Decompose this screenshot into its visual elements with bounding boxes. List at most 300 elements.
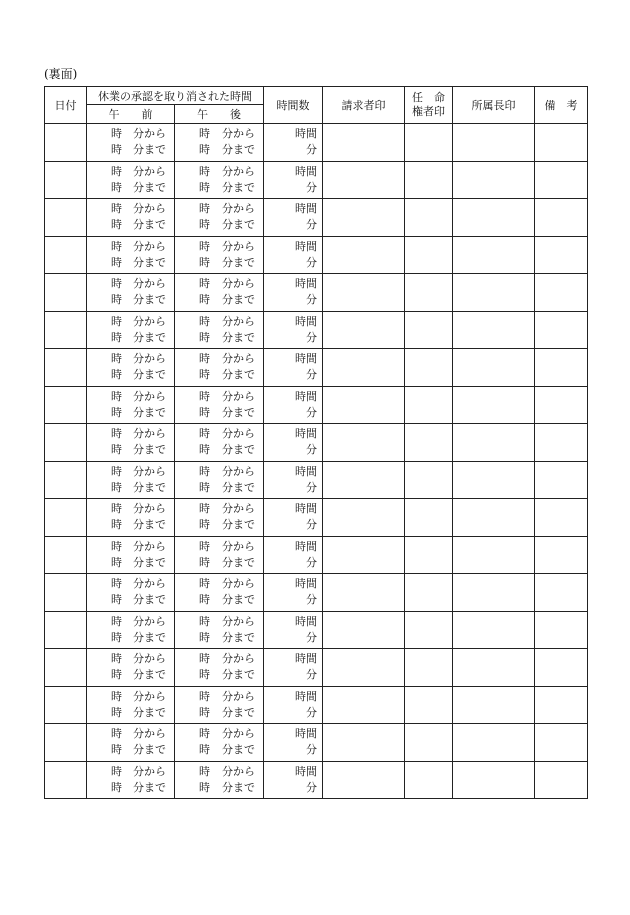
date-cell[interactable] [45,311,87,349]
date-cell[interactable] [45,199,87,237]
hours-label: 時間 [295,239,317,253]
appointer-seal-cell[interactable] [405,311,453,349]
pm-until-line [175,292,263,308]
table-row [45,649,588,687]
hours-label: 時間 [295,727,317,741]
table-row [45,499,588,537]
remarks-cell[interactable] [535,386,588,424]
am-until-minute-label: 分まで [133,330,166,344]
am-until-hour-label: 時 [111,668,122,682]
am-cell[interactable] [87,386,175,424]
am-cell[interactable] [87,461,175,499]
am-until-minute-label: 分まで [133,143,166,157]
pm-from-line [175,576,263,592]
appointer-seal-cell[interactable] [405,461,453,499]
hours-cell[interactable] [264,124,323,162]
pm-until-line [175,142,263,158]
am-until-minute-label: 分まで [133,293,166,307]
pm-until-hour-label: 時 [199,293,210,307]
pm-from-hour-label: 時 [199,239,210,253]
requester-seal-cell[interactable] [323,536,405,574]
pm-from-hour-label: 時 [199,689,210,703]
minutes-label: 分 [306,368,317,382]
hours-cell[interactable] [264,274,323,312]
date-cell[interactable] [45,236,87,274]
table-row [45,161,588,199]
pm-until-line [175,367,263,383]
pm-until-line [175,442,263,458]
pm-from-hour-label: 時 [199,764,210,778]
remarks-cell[interactable] [535,161,588,199]
pm-cell[interactable] [175,161,264,199]
pm-from-minute-label: 分から [222,539,255,553]
pm-from-minute-label: 分から [222,577,255,591]
am-from-hour-label: 時 [111,764,122,778]
header-appointer-seal-line1: 任 命 [412,91,445,104]
requester-seal-cell[interactable] [323,424,405,462]
remarks-cell[interactable] [535,499,588,537]
am-cell[interactable] [87,349,175,387]
pm-until-line [175,592,263,608]
am-from-line [87,201,174,217]
date-cell[interactable] [45,386,87,424]
chief-seal-cell[interactable] [453,199,535,237]
am-cell[interactable] [87,574,175,612]
am-from-hour-label: 時 [111,389,122,403]
remarks-cell[interactable] [535,199,588,237]
pm-from-line [175,201,263,217]
am-until-hour-label: 時 [111,293,122,307]
am-from-minute-label: 分から [133,577,166,591]
am-from-line [87,764,174,780]
date-cell[interactable] [45,611,87,649]
hours-cell[interactable] [264,611,323,649]
appointer-seal-cell[interactable] [405,274,453,312]
pm-cell[interactable] [175,536,264,574]
am-until-hour-label: 時 [111,330,122,344]
minutes-label: 分 [306,630,317,644]
am-until-hour-label: 時 [111,593,122,607]
hours-cell[interactable] [264,536,323,574]
minutes-label: 分 [306,555,317,569]
requester-seal-cell[interactable] [323,311,405,349]
am-cell[interactable] [87,161,175,199]
appointer-seal-cell[interactable] [405,686,453,724]
requester-seal-cell[interactable] [323,461,405,499]
pm-from-line [175,164,263,180]
pm-from-minute-label: 分から [222,389,255,403]
table-row [45,236,588,274]
chief-seal-cell[interactable] [453,611,535,649]
table-row [45,199,588,237]
hours-cell[interactable] [264,724,323,762]
pm-cell[interactable] [175,611,264,649]
pm-from-hour-label: 時 [199,727,210,741]
am-from-line [87,726,174,742]
pm-until-line [175,180,263,196]
header-chief-seal: 所属長印 [453,87,535,124]
appointer-seal-cell[interactable] [405,649,453,687]
requester-seal-cell[interactable] [323,761,405,799]
am-cell[interactable] [87,199,175,237]
date-cell[interactable] [45,536,87,574]
am-until-hour-label: 時 [111,780,122,794]
chief-seal-cell[interactable] [453,724,535,762]
am-cell[interactable] [87,236,175,274]
pm-from-minute-label: 分から [222,314,255,328]
am-until-line [87,292,174,308]
hours-label: 時間 [295,502,317,516]
appointer-seal-cell[interactable] [405,386,453,424]
hours-label: 時間 [295,464,317,478]
pm-until-line [175,405,263,421]
hours-label: 時間 [295,127,317,141]
pm-from-hour-label: 時 [199,389,210,403]
date-cell[interactable] [45,274,87,312]
pm-from-line [175,689,263,705]
requester-seal-cell[interactable] [323,386,405,424]
pm-from-minute-label: 分から [222,764,255,778]
am-cell[interactable] [87,724,175,762]
am-until-minute-label: 分まで [133,705,166,719]
chief-seal-cell[interactable] [453,274,535,312]
pm-from-line [175,426,263,442]
am-from-minute-label: 分から [133,539,166,553]
minutes-label: 分 [306,293,317,307]
am-until-minute-label: 分まで [133,368,166,382]
pm-from-minute-label: 分から [222,427,255,441]
remarks-cell[interactable] [535,236,588,274]
remarks-cell[interactable] [535,761,588,799]
hours-cell[interactable] [264,761,323,799]
am-cell[interactable] [87,761,175,799]
header-hours-count: 時間数 [264,87,323,124]
am-until-line [87,742,174,758]
pm-from-line [175,464,263,480]
am-from-minute-label: 分から [133,164,166,178]
pm-from-minute-label: 分から [222,127,255,141]
requester-seal-cell[interactable] [323,349,405,387]
appointer-seal-cell[interactable] [405,499,453,537]
pm-cell[interactable] [175,274,264,312]
am-until-minute-label: 分まで [133,518,166,532]
am-from-hour-label: 時 [111,577,122,591]
pm-from-line [175,239,263,255]
remarks-cell[interactable] [535,274,588,312]
am-from-line [87,126,174,142]
pm-cell[interactable] [175,499,264,537]
pm-until-minute-label: 分まで [222,480,255,494]
date-cell[interactable] [45,424,87,462]
chief-seal-cell[interactable] [453,236,535,274]
am-from-minute-label: 分から [133,727,166,741]
appointer-seal-cell[interactable] [405,574,453,612]
pm-cell[interactable] [175,461,264,499]
header-date: 日付 [45,87,87,124]
pm-from-line [175,126,263,142]
chief-seal-cell[interactable] [453,461,535,499]
am-until-line [87,630,174,646]
pm-until-minute-label: 分まで [222,518,255,532]
am-until-minute-label: 分まで [133,555,166,569]
table-row [45,611,588,649]
am-until-hour-label: 時 [111,518,122,532]
remarks-cell[interactable] [535,611,588,649]
pm-from-line [175,539,263,555]
am-cell[interactable] [87,649,175,687]
hours-cell[interactable] [264,236,323,274]
am-cell[interactable] [87,124,175,162]
pm-until-line [175,630,263,646]
am-from-hour-label: 時 [111,427,122,441]
am-until-line [87,180,174,196]
pm-cell[interactable] [175,386,264,424]
chief-seal-cell[interactable] [453,424,535,462]
date-cell[interactable] [45,649,87,687]
am-until-line [87,367,174,383]
appointer-seal-cell[interactable] [405,124,453,162]
minutes-label: 分 [306,518,317,532]
am-cell[interactable] [87,274,175,312]
date-cell[interactable] [45,124,87,162]
am-until-line [87,217,174,233]
remarks-cell[interactable] [535,574,588,612]
am-until-line [87,142,174,158]
am-until-minute-label: 分まで [133,480,166,494]
appointer-seal-cell[interactable] [405,424,453,462]
hours-label: 時間 [295,427,317,441]
pm-until-hour-label: 時 [199,555,210,569]
appointer-seal-cell[interactable] [405,761,453,799]
am-from-line [87,276,174,292]
header-appointer-seal [405,87,453,124]
chief-seal-cell[interactable] [453,386,535,424]
pm-from-minute-label: 分から [222,502,255,516]
remarks-cell[interactable] [535,424,588,462]
pm-from-hour-label: 時 [199,539,210,553]
appointer-seal-cell[interactable] [405,349,453,387]
am-until-line [87,780,174,796]
pm-from-hour-label: 時 [199,464,210,478]
pm-cell[interactable] [175,311,264,349]
hours-cell[interactable] [264,574,323,612]
am-from-minute-label: 分から [133,239,166,253]
pm-until-hour-label: 時 [199,218,210,232]
pm-from-hour-label: 時 [199,614,210,628]
am-cell[interactable] [87,611,175,649]
hours-label: 時間 [295,764,317,778]
pm-cell[interactable] [175,424,264,462]
am-from-minute-label: 分から [133,352,166,366]
hours-cell[interactable] [264,499,323,537]
minutes-label: 分 [306,405,317,419]
requester-seal-cell[interactable] [323,236,405,274]
am-from-line [87,314,174,330]
am-until-minute-label: 分まで [133,743,166,757]
requester-seal-cell[interactable] [323,574,405,612]
pm-from-hour-label: 時 [199,577,210,591]
am-until-minute-label: 分まで [133,255,166,269]
am-until-line [87,555,174,571]
appointer-seal-cell[interactable] [405,611,453,649]
am-cell[interactable] [87,499,175,537]
am-from-hour-label: 時 [111,464,122,478]
date-cell[interactable] [45,161,87,199]
pm-from-line [175,726,263,742]
pm-from-hour-label: 時 [199,502,210,516]
am-from-minute-label: 分から [133,689,166,703]
requester-seal-cell[interactable] [323,649,405,687]
pm-from-hour-label: 時 [199,427,210,441]
date-cell[interactable] [45,461,87,499]
pm-cell[interactable] [175,761,264,799]
hours-cell[interactable] [264,649,323,687]
remarks-cell[interactable] [535,536,588,574]
am-from-hour-label: 時 [111,164,122,178]
requester-seal-cell[interactable] [323,161,405,199]
hours-cell[interactable] [264,461,323,499]
am-cell[interactable] [87,686,175,724]
requester-seal-cell[interactable] [323,124,405,162]
pm-until-line [175,517,263,533]
pm-from-minute-label: 分から [222,239,255,253]
am-cell[interactable] [87,424,175,462]
chief-seal-cell[interactable] [453,536,535,574]
pm-from-hour-label: 時 [199,202,210,216]
appointer-seal-cell[interactable] [405,536,453,574]
pm-cell[interactable] [175,124,264,162]
chief-seal-cell[interactable] [453,311,535,349]
minutes-label: 分 [306,705,317,719]
header-am: 午 前 [87,105,175,124]
pm-until-minute-label: 分まで [222,743,255,757]
am-until-hour-label: 時 [111,743,122,757]
table-row [45,461,588,499]
pm-until-line [175,255,263,271]
remarks-cell[interactable] [535,311,588,349]
chief-seal-cell[interactable] [453,649,535,687]
remarks-cell[interactable] [535,686,588,724]
hours-cell[interactable] [264,349,323,387]
table-row [45,274,588,312]
chief-seal-cell[interactable] [453,124,535,162]
pm-until-hour-label: 時 [199,255,210,269]
date-cell[interactable] [45,724,87,762]
pm-until-hour-label: 時 [199,480,210,494]
pm-cell[interactable] [175,349,264,387]
minutes-label: 分 [306,443,317,457]
minutes-label: 分 [306,180,317,194]
pm-cell[interactable] [175,724,264,762]
remarks-cell[interactable] [535,124,588,162]
am-from-minute-label: 分から [133,502,166,516]
am-cell[interactable] [87,536,175,574]
am-until-hour-label: 時 [111,143,122,157]
hours-cell[interactable] [264,424,323,462]
am-from-hour-label: 時 [111,539,122,553]
requester-seal-cell[interactable] [323,611,405,649]
date-cell[interactable] [45,686,87,724]
am-until-hour-label: 時 [111,218,122,232]
am-from-line [87,501,174,517]
am-from-line [87,689,174,705]
minutes-label: 分 [306,780,317,794]
pm-until-minute-label: 分まで [222,218,255,232]
minutes-label: 分 [306,330,317,344]
remarks-cell[interactable] [535,349,588,387]
appointer-seal-cell[interactable] [405,724,453,762]
am-from-line [87,576,174,592]
remarks-cell[interactable] [535,649,588,687]
pm-cell[interactable] [175,574,264,612]
hours-cell[interactable] [264,386,323,424]
chief-seal-cell[interactable] [453,686,535,724]
appointer-seal-cell[interactable] [405,199,453,237]
am-until-hour-label: 時 [111,443,122,457]
requester-seal-cell[interactable] [323,724,405,762]
date-cell[interactable] [45,349,87,387]
header-cancelled-time: 休業の承認を取り消された時間 [87,87,264,105]
requester-seal-cell[interactable] [323,499,405,537]
pm-cell[interactable] [175,236,264,274]
pm-until-hour-label: 時 [199,630,210,644]
am-from-line [87,239,174,255]
am-from-minute-label: 分から [133,314,166,328]
chief-seal-cell[interactable] [453,161,535,199]
pm-until-hour-label: 時 [199,705,210,719]
am-from-minute-label: 分から [133,389,166,403]
minutes-label: 分 [306,218,317,232]
chief-seal-cell[interactable] [453,499,535,537]
pm-cell[interactable] [175,199,264,237]
minutes-label: 分 [306,743,317,757]
am-until-line [87,255,174,271]
hours-label: 時間 [295,277,317,291]
remarks-cell[interactable] [535,724,588,762]
requester-seal-cell[interactable] [323,199,405,237]
pm-cell[interactable] [175,649,264,687]
pm-until-hour-label: 時 [199,518,210,532]
hours-cell[interactable] [264,686,323,724]
requester-seal-cell[interactable] [323,686,405,724]
requester-seal-cell[interactable] [323,274,405,312]
am-until-line [87,405,174,421]
hours-label: 時間 [295,314,317,328]
date-cell[interactable] [45,499,87,537]
appointer-seal-cell[interactable] [405,236,453,274]
appointer-seal-cell[interactable] [405,161,453,199]
chief-seal-cell[interactable] [453,349,535,387]
pm-from-line [175,764,263,780]
am-cell[interactable] [87,311,175,349]
pm-cell[interactable] [175,686,264,724]
pm-from-line [175,501,263,517]
table-body [45,124,588,799]
remarks-cell[interactable] [535,461,588,499]
am-from-hour-label: 時 [111,127,122,141]
chief-seal-cell[interactable] [453,761,535,799]
hours-cell[interactable] [264,311,323,349]
hours-cell[interactable] [264,199,323,237]
pm-from-minute-label: 分から [222,614,255,628]
chief-seal-cell[interactable] [453,574,535,612]
date-cell[interactable] [45,761,87,799]
am-from-minute-label: 分から [133,202,166,216]
date-cell[interactable] [45,574,87,612]
table-row [45,124,588,162]
hours-cell[interactable] [264,161,323,199]
pm-until-line [175,330,263,346]
